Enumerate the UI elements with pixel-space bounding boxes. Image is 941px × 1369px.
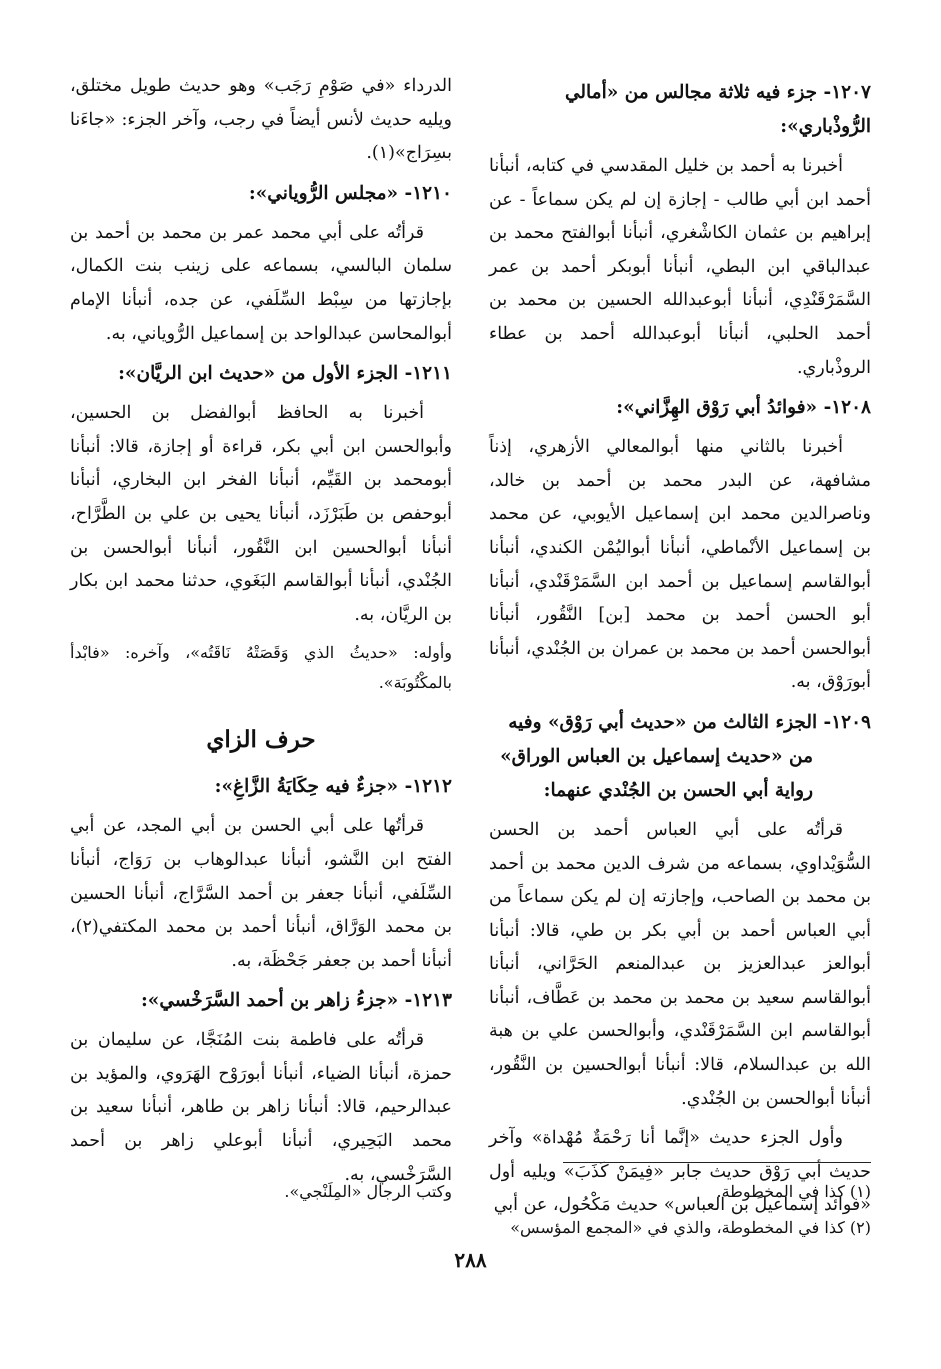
- entry-1209-heading-line-3: رواية أبي الحسن بن الجُنْدي عنهما:: [543, 779, 813, 801]
- entry-1207-heading: ١٢٠٧- جزء فيه ثلاثة مجالس من «أمالي الرُّوذْباري»:: [564, 82, 871, 137]
- entry-1212-heading: ١٢١٢- «جزءٌ فيه حِكَايَةُ الزَّاغِ»:: [214, 776, 452, 798]
- entry-1209-heading-line-2: من «حديث إسماعيل بن العباس الوراق»: [500, 745, 813, 767]
- entry-1209-body-2: وأول الجزء حديث «إنَّما أنا رَحْمَةٌ مُهْداة» وآخر حديث أبي رَوْق حديث جابر «فِيمَنْ كَذَبَ» ويليه أول «فوائد إسماعيلَ بن العباس» حديث مَكْحُول، عن أبي: [489, 1128, 871, 1216]
- footnote-2-continuation: وكتب الرجال «المِلَنْجي».: [284, 1182, 452, 1201]
- right-column: [489, 70, 871, 1229]
- left-column: [70, 70, 452, 1198]
- entry-1208-heading: ١٢٠٨- «فوائدُ أبي رَوْق الهِزَّاني»:: [616, 397, 871, 419]
- entry-1210-body: قرأتُه على أبي محمد عمر بن محمد بن أحمد بن سلمان البالسي، بسماعه على زينب بنت الكمال، بإجازتها من سِبْط السِّلَفي، عن جده، أنبأنا الإمام أبوالمحاسن عبدالواحد بن إسماعيل الرُّوياني، به.: [70, 222, 452, 344]
- footnote-separator: [563, 1162, 871, 1163]
- footnotes: [489, 1174, 871, 1246]
- entry-1211-heading: ١٢١١- الجزء الأول من «حديث ابن الريَّان»:: [118, 363, 452, 385]
- entry-1211-note: وأوله: «حديثُ الذي وَقَصَتْهُ نَاقَتُه»، وآخره: «فابْدأ بالمكْتُوبَة».: [70, 643, 452, 693]
- entry-1209-body: قرأتُه على أبي العباس أحمد بن الحسن السُّوَيْداوي، بسماعه من شرف الدين محمد بن أحمد بن محمد بن الصاحب، وإجازته إن لم يكن سماعاً من أبي العباس أحمد بن أبي بكر بن طي، قالا: أنبأنا أبوالعز عبدالعزيز بن عبدالمنعم الحَرَّاني، أنبأنا أبوالقاسم سعيد بن محمد بن محمد بن عَطَّاف، أنبأنا أبوالقاسم ابن السَّمَرْقَنْدي، وأبوالحسن علي بن هبة الله بن عبدالسلام، قالا: أنبأنا أبوالحسين بن النَّقُور، أنبأنا أبوالحسن بن الجُنْدي.: [489, 819, 871, 1109]
- entry-1211-body: أخبرنا به الحافظ أبوالفضل بن الحسين، وأبوالحسن ابن أبي بكر، قراءة أو إجازة، قالا: أنبأنا أبومحمد بن القَيِّم، أنبأنا الفخر ابن البخاري، أنبأنا أبوحفص بن طَبَرْزَد، أنبأنا يحيى بن علي بن الطَّرَّاح، أنبأنا أبوالحسين ابن النَّقُور، أنبأنا أبوالحسن بن الجُنْدي، أنبأنا أبوالقاسم البَغَوي، حدثنا محمد ابن بكار بن الريَّان، به.: [70, 403, 452, 625]
- entry-1210-heading: ١٢١٠- «مجلس الرُّوياني»:: [248, 182, 452, 204]
- entry-1209-heading-line-1: ١٢٠٩- الجزء الثالث من «حديث أبي رَوْق» وفيه: [508, 711, 871, 733]
- entry-1213-heading: ١٢١٣- «جزءُ زاهر بن أحمد السَّرَخْسي»:: [140, 990, 452, 1012]
- entry-1213-body: قرأتُه على فاطمة بنت المُنَجَّا، عن سليمان بن حمزة، أنبأنا الضياء، أنبأنا أبورَوْح الهَرَوي، والمؤيد بن عبدالرحيم، قالا: أنبأنا زاهر بن طاهر، أنبأنا سعيد بن محمد البَحِيري، أنبأنا أبوعلي زاهر بن أحمد السَّرَخْسي، به.: [70, 1030, 452, 1185]
- section-title: حرف الزاي: [206, 726, 316, 754]
- entry-1212-body: قرأتُها على أبي الحسن بن أبي المجد، عن أبي الفتح ابن النَّشو، أنبأنا عبدالوهاب بن رَوَاج، أنبأنا السِّلَفي، أنبأنا جعفر بن أحمد السَّرَّاج، أنبأنا الحسين بن محمد الوَرَّاق، أنبأنا أحمد بن محمد المكتفي(٢)، أنبأنا أحمد بن جعفر جَحْظَة، به.: [70, 816, 452, 971]
- entry-1209-heading: [489, 706, 871, 808]
- footnote-2: (٢) كذا في المخطوطة، والذي في «المجمع المؤسس»: [510, 1218, 871, 1237]
- page-number: ٢٨٨: [454, 1248, 487, 1272]
- entry-1208-body: أخبرنا بالثاني منها أبوالمعالي الأزهري، إذناً مشافهة، عن البدر محمد بن أحمد بن خالد، وناصرالدين محمد ابن إسماعيل الأيوبي، عن محمد بن إسماعيل الأنْماطي، أنبأنا أبواليُمْن الكندي، أنبأنا أبوالقاسم إسماعيل بن أحمد ابن السَّمَرْقَنْدي، أنبأنا أبو الحسن أحمد بن محمد [بن] النَّقُور، أنبأنا أبوالحسن أحمد بن محمد بن عمران بن الجُنْدي، أنبأنا أبورَوْق، به.: [489, 437, 871, 693]
- entry-1209-continuation: الدرداء «في صَوْمِ رَجَب» وهو حديث طويل مختلق، ويليه حديث لأنس أيضاً في رجب، وآخر الجزء: «جاءَنا بسِرَاج»(١).: [70, 76, 452, 164]
- entry-1207-body: أخبرنا به أحمد بن خليل المقدسي في كتابه، أنبأنا أحمد ابن أبي طالب - إجازة إن لم يكن سماعاً - عن إبراهيم بن عثمان الكاشْغري، أنبأنا أبوالفتح محمد بن عبدالباقي ابن البطي، أنبأنا أبوبكر أحمد بن عمر السَّمَرْقَنْدِي، أنبأنا أبوعبدالله الحسين بن محمد بن أحمد الحلبي، أنبأنا أبوعبدالله أحمد بن عطاء الروذْباري.: [489, 156, 871, 378]
- footnote-1: (١) كذا في المخطوطة.: [716, 1182, 871, 1201]
